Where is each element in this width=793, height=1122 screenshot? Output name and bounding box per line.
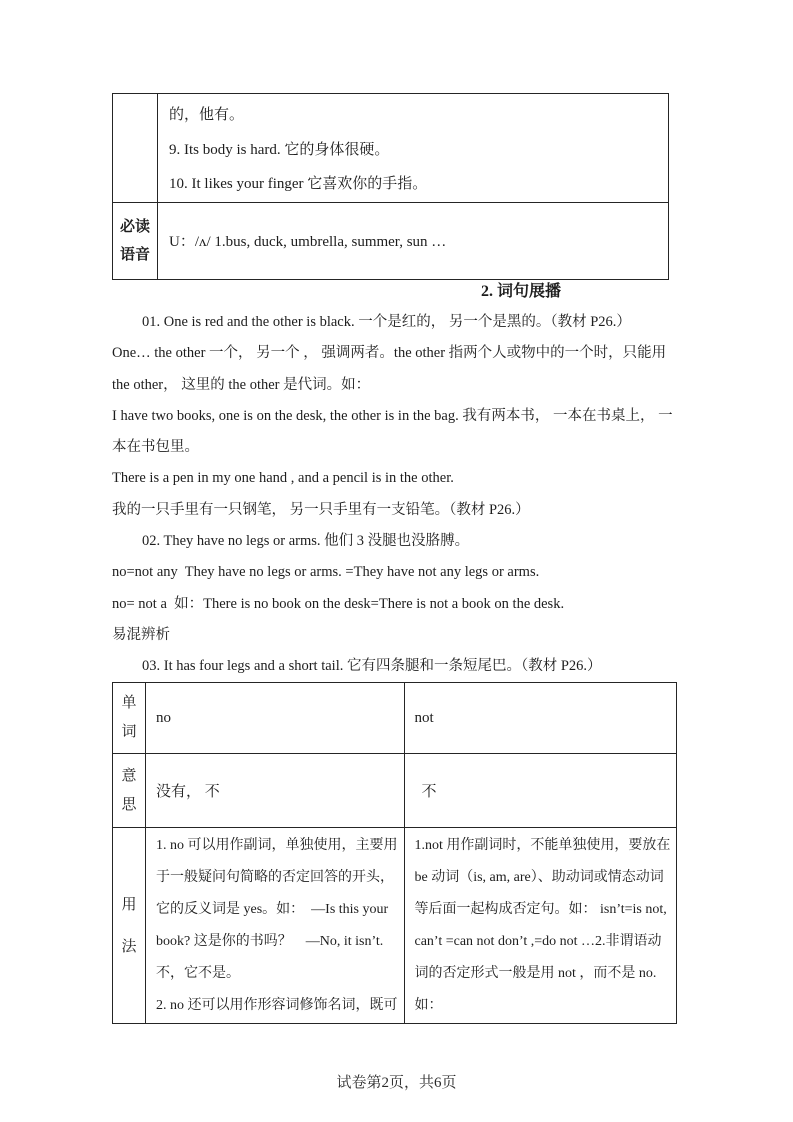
paragraph-line: 我的一只手里有一只钢笔， 另一只手里有一支铅笔。（教材 P26.） — [112, 501, 530, 518]
word-not-cell: not — [404, 683, 677, 754]
usage-line: can’t =can not don’t ,=do not …2.非谓语动 — [414, 934, 662, 949]
content-line: 10. It likes your finger 它喜欢你的手指。 — [169, 176, 428, 193]
empty-label-cell — [113, 94, 158, 203]
paragraph-line: no=not any They have no legs or arms. =They have not any legs or arms. — [112, 564, 540, 581]
usage-line: 不，它不是。 — [156, 966, 240, 981]
usage-line: book? 这是你的书吗？ —No, it isn’t. — [156, 934, 384, 949]
table-row-usage — [113, 828, 677, 1024]
content-line: 的，他有。 — [169, 107, 245, 123]
paragraph-line: 本在书包里。 — [112, 439, 199, 456]
usage-label-cell — [113, 828, 146, 1024]
content-line: 9. Its body is hard. 它的身体很硬。 — [169, 141, 390, 158]
phonics-label-cell — [113, 202, 158, 279]
compare-table — [112, 682, 677, 1024]
phonics-table — [112, 93, 669, 280]
row-label: 意思 — [121, 767, 137, 813]
paragraph-line: the other， 这里的 the other 是代词。如： — [112, 376, 371, 393]
content-cell — [158, 94, 669, 203]
phonics-label-line: 必读 — [119, 218, 150, 235]
usage-line: 词的否定形式一般是用 not ，而不是 no. — [414, 966, 657, 981]
table-row-meaning — [113, 754, 677, 828]
usage-line: 它的反义词是 yes。如： —Is this your — [156, 902, 389, 917]
table-row-phonics — [113, 202, 669, 279]
page-footer: 试卷第2页，共6页 — [336, 1075, 457, 1091]
table-row-word — [113, 683, 677, 754]
usage-line: 1.not 用作副词时，不能单独使用，要放在 — [414, 838, 671, 853]
paragraph-line: 01. One is red and the other is black. 一个是红的， 另一个是黑的。（教材 P26.） — [142, 314, 631, 330]
paragraph-line: 02. They have no legs or arms. 他们 3 没腿也没胳膊。 — [142, 533, 470, 550]
paragraph-line: There is a pen in my one hand , and a pencil is in the other. — [112, 470, 454, 487]
row-label: 用法 — [121, 896, 137, 955]
usage-line: 于一般疑问句简略的否定回答的开头， — [156, 870, 394, 885]
phonics-content: U：/ʌ/ 1.bus, duck, umbrella, summer, sun … — [169, 234, 447, 251]
meaning-label-cell — [113, 754, 146, 828]
meaning-no-cell: 没有， 不 — [146, 754, 405, 828]
paragraph-line: 易混辨析 — [112, 626, 170, 643]
row-label: 单词 — [121, 695, 137, 740]
paragraph-line: I have two books, one is on the desk, the other is in the bag. 我有两本书， 一本在书桌上， 一 — [112, 407, 673, 424]
phonics-label-line: 语音 — [119, 246, 150, 263]
section-heading: 2. 词句展播 — [481, 283, 562, 300]
body-text-block — [112, 307, 676, 683]
table-row-content — [113, 94, 669, 203]
usage-not-cell — [404, 828, 677, 1024]
usage-line: 等后面一起构成否定句。如： isn’t=is not, — [414, 902, 667, 917]
usage-no-cell — [146, 828, 405, 1024]
usage-line: 1. no 可以用作副词，单独使用，主要用 — [156, 838, 398, 853]
word-label-cell — [113, 683, 146, 754]
paragraph-line: One… the other 一个， 另一个 ， 强调两者。the other 指两个人或物中的一个时，只能用 — [112, 345, 667, 362]
usage-line: be 动词（is, am, are）、助动词或情态动词 — [414, 870, 664, 885]
paragraph-line: no= not a 如：There is no book on the desk=There is not a book on the desk. — [112, 595, 565, 612]
usage-line: 2. no 还可以用作形容词修饰名词，既可 — [156, 998, 398, 1013]
word-no-cell: no — [146, 683, 405, 754]
usage-line: 如： — [414, 998, 443, 1013]
paragraph-line: 03. It has four legs and a short tail. 它有四条腿和一条短尾巴。（教材 P26.） — [142, 658, 602, 675]
meaning-not-cell: 不 — [404, 754, 677, 828]
phonics-content-cell — [158, 202, 669, 279]
